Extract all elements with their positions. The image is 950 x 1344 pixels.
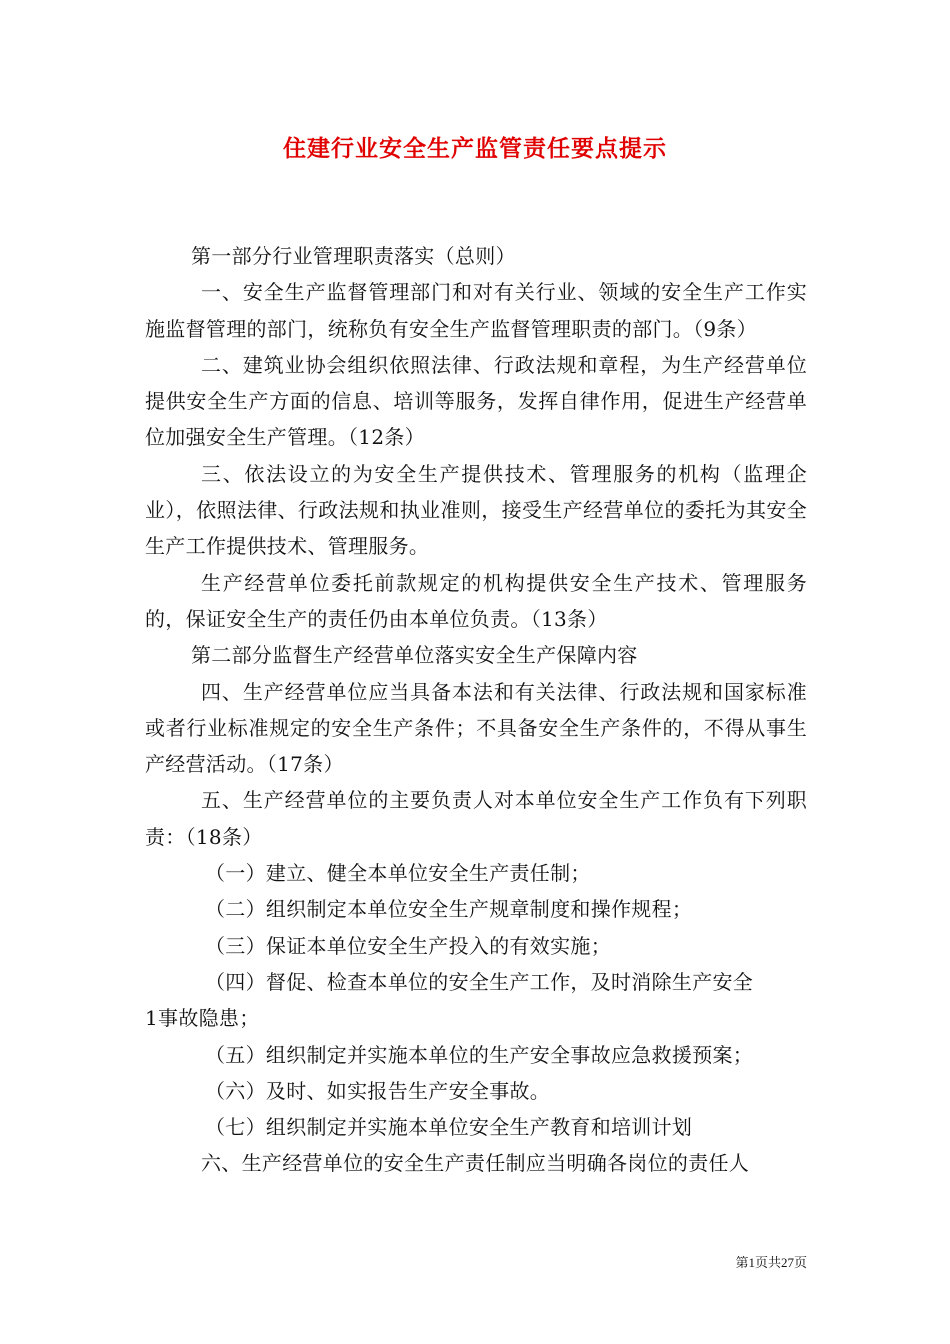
list-item-duty-5: （五）组织制定并实施本单位的生产安全事故应急救援预案； (205, 1042, 754, 1067)
document-body (145, 238, 807, 1182)
section-heading-part-two: 第二部分监督生产经营单位落实安全生产保障内容 (191, 643, 638, 668)
paragraph-article-6: 六、生产经营单位的安全生产责任制应当明确各岗位的责任人 (201, 1151, 750, 1176)
document-title: 住建行业安全生产监管责任要点提示 (283, 135, 667, 162)
paragraph-article-3: 三、依法设立的为安全生产提供技术、管理服务的机构（监理企业），依照法律、行政法规和执业准则，接受生产经营单位的委托为其安全生产工作提供技术、管理服务。 (145, 461, 807, 559)
paragraph-article-1: 一、安全生产监督管理部门和对有关行业、领域的安全生产工作实施监督管理的部门，统称负有安全生产监督管理职责的部门。（9条） (145, 280, 807, 341)
list-item-duty-4-continued: 1事故隐患； (145, 1006, 260, 1031)
paragraph-article-2: 二、建筑业协会组织依照法律、行政法规和章程，为生产经营单位提供安全生产方面的信息、培训等服务，发挥自律作用，促进生产经营单位加强安全生产管理。（12条） (145, 352, 807, 450)
list-item-duty-6: （六）及时、如实报告生产安全事故。 (205, 1078, 551, 1103)
list-item-duty-4: （四）督促、检查本单位的安全生产工作，及时消除生产安全 (205, 969, 754, 994)
paragraph-article-3-continued: 生产经营单位委托前款规定的机构提供安全生产技术、管理服务的，保证安全生产的责任仍由本单位负责。（13条） (145, 570, 807, 631)
list-item-duty-2: （二）组织制定本单位安全生产规章制度和操作规程； (205, 897, 693, 922)
list-item-duty-7: （七）组织制定并实施本单位安全生产教育和培训计划 (205, 1115, 693, 1140)
paragraph-article-4: 四、生产经营单位应当具备本法和有关法律、行政法规和国家标准或者行业标准规定的安全生产条件；不具备安全生产条件的，不得从事生产经营活动。（17条） (145, 679, 807, 777)
page-number-footer: 第1页共27页 (735, 1255, 807, 1270)
list-item-duty-1: （一）建立、健全本单位安全生产责任制； (205, 861, 591, 886)
list-item-duty-3: （三）保证本单位安全生产投入的有效实施； (205, 933, 611, 958)
paragraph-article-5: 五、生产经营单位的主要负责人对本单位安全生产工作负有下列职责：（18条） (145, 788, 807, 849)
section-heading-part-one: 第一部分行业管理职责落实（总则） (191, 244, 516, 268)
